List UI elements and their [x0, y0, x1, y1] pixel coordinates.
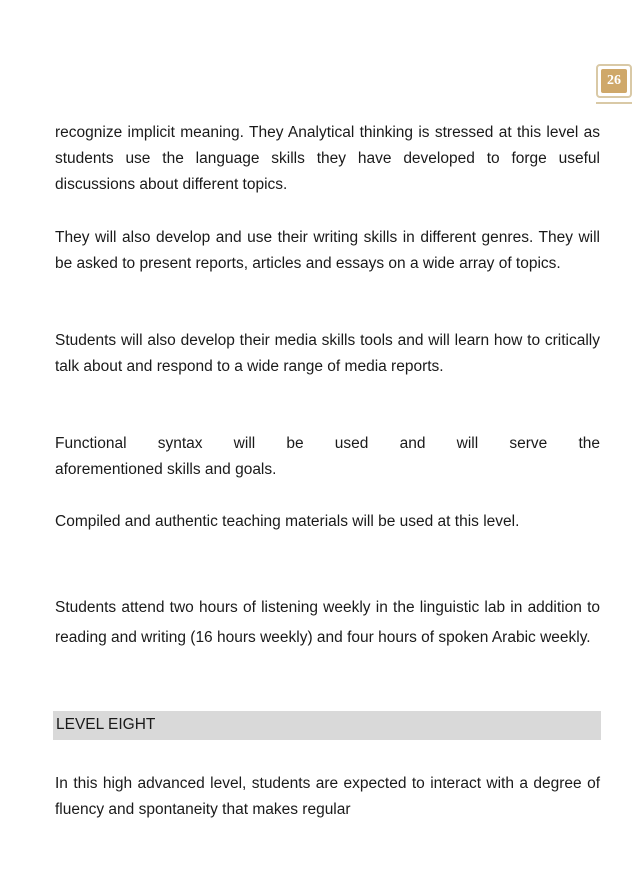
page-number: 26: [601, 69, 627, 93]
paragraph-media-skills: Students will also develop their media skills tools and will learn how to critically talk about and respond to a wide range of media reports.: [55, 332, 600, 375]
paragraph-analytical-thinking: recognize implicit meaning. They Analytical thinking is stressed at this level as students use the language skills they have developed to forge useful discussions about different topics.: [55, 124, 600, 193]
paragraph-functional-syntax-line2: aforementioned skills and goals.: [55, 461, 277, 478]
page-number-underline: [596, 102, 632, 104]
paragraph-functional-syntax-line1: Functional syntax will be used and will serve the: [55, 435, 600, 452]
paragraph-level-eight-intro: In this high advanced level, students are expected to interact with a degree of fluency and spontaneity that makes regular: [55, 775, 600, 818]
section-heading: LEVEL EIGHT: [56, 716, 156, 733]
paragraph-teaching-materials: Compiled and authentic teaching materials will be used at this level.: [55, 513, 520, 530]
paragraph-writing-skills: They will also develop and use their writing skills in different genres. They will be asked to present reports, articles and essays on a wide array of topics.: [55, 229, 600, 272]
paragraph-weekly-hours: Students attend two hours of listening weekly in the linguistic lab in addition to reading and writing (16 hours weekly) and four hours of spoken Arabic weekly.: [55, 599, 600, 646]
page-number-badge: [596, 64, 632, 98]
section-heading-bar: [53, 711, 601, 740]
